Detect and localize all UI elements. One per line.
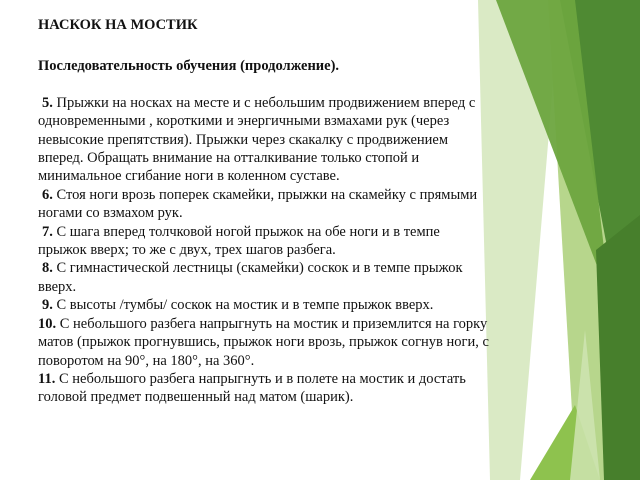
slide-content: [38, 16, 490, 407]
list-item: [38, 186, 490, 223]
list-item: [38, 259, 490, 296]
item-text: Прыжки на носках на месте и с небольшим продвижением вперед с одновременными , короткими и энергичными взмахами рук (через невысокие препятствия). Прыжки через скакалку с продвижением вперед. Обращать внимание на отталкивание только стопой и минимальное сгибание ноги в коленном суставе.: [38, 94, 476, 185]
list-item: [38, 296, 490, 314]
steps-list: [38, 94, 490, 407]
item-number: 9.: [42, 297, 53, 314]
item-text: С шага вперед толчковой ногой прыжок на обе ноги и в темпе прыжок вверх; то же с двух, трех шагов разбега.: [38, 223, 440, 259]
slide-title: НАСКОК НА МОСТИК: [38, 17, 198, 33]
item-number: 6.: [42, 186, 53, 203]
list-item: [38, 370, 490, 407]
item-text: С небольшого разбега напрыгнуть и в полете на мостик и достать головой предмет подвешенный над матом (шарик).: [38, 370, 466, 406]
item-number: 7.: [42, 223, 53, 240]
item-text: С высоты /тумбы/ соскок на мостик и в темпе прыжок вверх.: [56, 297, 434, 314]
item-number: 11.: [38, 370, 56, 387]
item-number: 8.: [42, 260, 53, 277]
item-text: Стоя ноги врозь поперек скамейки, прыжки на скамейку с прямыми ногами со взмахом рук.: [38, 186, 478, 222]
item-text: С гимнастической лестницы (скамейки) соскок и в темпе прыжок вверх.: [38, 260, 463, 295]
item-number: 10.: [38, 315, 57, 332]
item-text: С небольшого разбега напрыгнуть на мостик и приземлится на горку матов (прыжок прогнувшись, прыжок ноги врозь, прыжок согнув ноги, с поворотом на 90°, на 180°, на 360°.: [38, 315, 489, 369]
item-number: 5.: [42, 94, 53, 111]
slide-subtitle: Последовательность обучения (продолжение).: [38, 58, 340, 75]
list-item: [38, 223, 490, 260]
list-item: [38, 94, 490, 186]
list-item: [38, 315, 490, 370]
